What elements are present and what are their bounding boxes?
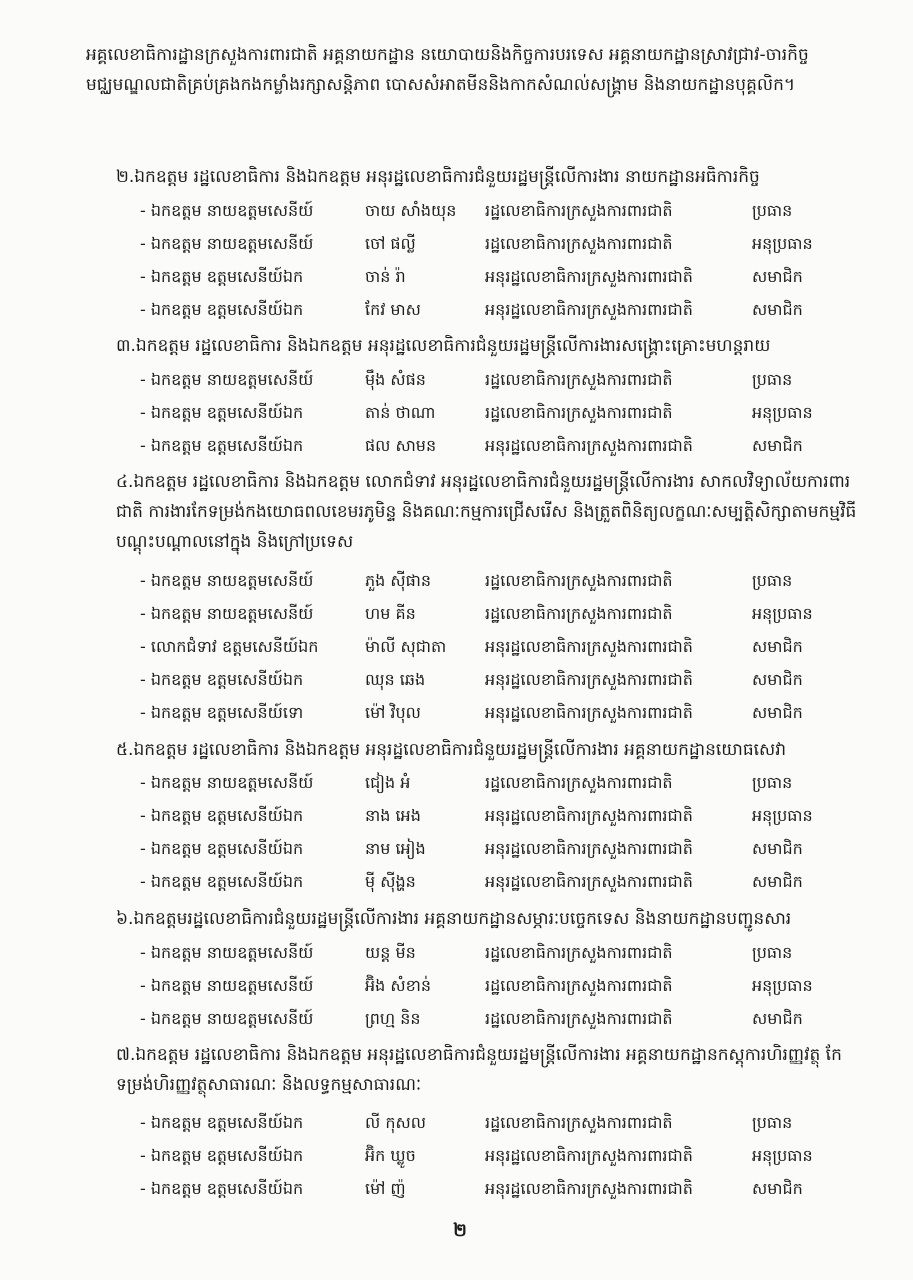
member-name: ភួង ស៊ីផាន (365, 571, 432, 590)
member-position: អនុរដ្ឋលេខាធិការក្រសួងការពារជាតិ (485, 637, 693, 656)
member-title: - ឯកឧត្តម ឧត្តមសេនីយ៍ឯក (140, 806, 304, 825)
member-role: អនុប្រធាន (752, 403, 813, 422)
member-position: រដ្ឋលេខាធិការក្រសួងការពារជាតិ (485, 604, 673, 623)
member-title: - ឯកឧត្តម នាយឧត្តមសេនីយ៍ (140, 1009, 314, 1028)
member-position: រដ្ឋលេខាធិការក្រសួងការពារជាតិ (485, 403, 673, 422)
member-name: ព្រហ្ម និន (365, 1009, 421, 1028)
member-role: អនុប្រធាន (752, 234, 813, 253)
section-heading: ៥.ឯកឧត្តម រដ្ឋលេខាធិការ និងឯកឧត្តម អនុរដ្ឋលេខាធិការជំនួយរដ្ឋមន្ត្រីលើការងារ អគ្គនាយកដ្ឋានយោធសេវា (116, 740, 786, 760)
member-name: យន្ត មីន (365, 943, 416, 962)
member-role: សមាជិក (752, 1179, 803, 1198)
page-number: ២ (453, 1220, 467, 1241)
section-heading: ៧.ឯកឧត្តម រដ្ឋលេខាធិការ និងឯកឧត្តម អនុរដ្ឋលេខាធិការជំនួយរដ្ឋមន្ត្រីលើការងារ អគ្គនាយកដ្ឋានកស្តុការហិរញ្ញវត្ថុ កែទម្រង់ហិរញ្ញវត្ថុសាធារណៈ និងលទ្ធកម្មសាធារណៈ (116, 1045, 842, 1095)
member-name: ផល សាមន (365, 436, 437, 455)
member-position: រដ្ឋលេខាធិការក្រសួងការពារជាតិ (485, 370, 673, 389)
member-row (140, 599, 870, 629)
member-role: សមាជិក (752, 839, 803, 858)
member-title: - ឯកឧត្តម ឧត្តមសេនីយ៍ឯក (140, 1179, 304, 1198)
member-position: រដ្ឋលេខាធិការក្រសួងការពារជាតិ (485, 201, 673, 220)
member-name: ចៅ ផល្លី (365, 234, 416, 253)
member-position: អនុរដ្ឋលេខាធិការក្រសួងការពារជាតិ (485, 703, 693, 722)
member-title: - ឯកឧត្តម ឧត្តមសេនីយ៍ឯក (140, 403, 304, 422)
member-position: រដ្ឋលេខាធិការក្រសួងការពារជាតិ (485, 571, 673, 590)
member-role: អនុប្រធាន (752, 1146, 813, 1165)
member-title: - ឯកឧត្តម នាយឧត្តមសេនីយ៍ (140, 571, 314, 590)
member-row (140, 1141, 870, 1171)
member-role: សមាជិក (752, 637, 803, 656)
member-name: អ៊ិង សំខាន់ (365, 976, 432, 995)
member-role: សមាជិក (752, 436, 803, 455)
member-role: សមាជិក (752, 300, 803, 319)
member-title: - ឯកឧត្តម ឧត្តមសេនីយ៍ឯក (140, 1146, 304, 1165)
member-position: អនុរដ្ឋលេខាធិការក្រសួងការពារជាតិ (485, 300, 693, 319)
member-row (140, 698, 870, 728)
member-row (140, 229, 870, 259)
member-role: សមាជិក (752, 267, 803, 286)
member-position: អនុរដ្ឋលេខាធិការក្រសួងការពារជាតិ (485, 436, 693, 455)
member-role: អនុប្រធាន (752, 976, 813, 995)
member-row (140, 196, 870, 226)
member-position: អនុរដ្ឋលេខាធិការក្រសួងការពារជាតិ (485, 1146, 693, 1165)
member-position: រដ្ឋលេខាធិការក្រសួងការពារជាតិ (485, 1113, 673, 1132)
section-heading: ៤.ឯកឧត្តម រដ្ឋលេខាធិការ និងឯកឧត្តម លោកជំទាវ អនុរដ្ឋលេខាធិការជំនួយរដ្ឋមន្ត្រីលើការងារ សាកលវិទ្យាល័យការពារជាតិ ការងារកែទម្រង់កងយោធពលខេមរភូមិន្ទ និងគណៈកម្មការជ្រើសរើស និងត្រួតពិនិត្យលក្ខណៈសម្បត្តិសិក្សាតាមកម្មវិធីបណ្តុះបណ្តាលនៅក្នុង និងក្រៅប្រទេស (116, 472, 857, 552)
section-heading: ៦.ឯកឧត្តមរដ្ឋលេខាធិការជំនួយរដ្ឋមន្ត្រីលើការងារ អគ្គនាយកដ្ឋានសម្ភារៈបច្ចេកទេស និងនាយកដ្ឋានបញ្ជូនសារ (116, 909, 792, 929)
member-row (140, 365, 870, 395)
member-title: - ឯកឧត្តម ឧត្តមសេនីយ៍ទោ (140, 703, 304, 722)
member-position: អនុរដ្ឋលេខាធិការក្រសួងការពារជាតិ (485, 1179, 693, 1198)
member-row (140, 665, 870, 695)
section-heading: ៣.ឯកឧត្តម រដ្ឋលេខាធិការ និងឯកឧត្តម អនុរដ្ឋលេខាធិការជំនួយរដ្ឋមន្ត្រីលើការងារសង្គ្រោះគ្រោះមហន្តរាយ (116, 336, 771, 356)
member-row (140, 801, 870, 831)
intro-paragraph: អគ្គលេខាធិការដ្ឋានក្រសួងការពារជាតិ អគ្គនាយកដ្ឋាន នយោបាយនិងកិច្ចការបរទេស អគ្គនាយកដ្ឋានស្រាវជ្រាវ-ចារកិច្ច មជ្ឈមណ្ឌលជាតិគ្រប់គ្រងកងកម្លាំងរក្សាសន្តិភាព បោសសំអាតមីននិងកាកសំណល់សង្គ្រាម និងនាយកដ្ឋានបុគ្គលិក។ (86, 45, 809, 95)
member-title: - ឯកឧត្តម នាយឧត្តមសេនីយ៍ (140, 201, 314, 220)
member-row (140, 867, 870, 897)
member-row (140, 398, 870, 428)
member-title: - ឯកឧត្តម ឧត្តមសេនីយ៍ឯក (140, 267, 304, 286)
member-position: អនុរដ្ឋលេខាធិការក្រសួងការពារជាតិ (485, 839, 693, 858)
member-role: សមាជិក (752, 670, 803, 689)
member-row (140, 295, 870, 325)
member-position: អនុរដ្ឋលេខាធិការក្រសួងការពារជាតិ (485, 267, 693, 286)
member-name: ហម គីន (365, 604, 416, 623)
member-title: - ឯកឧត្តម នាយឧត្តមសេនីយ៍ (140, 773, 314, 792)
member-role: សមាជិក (752, 872, 803, 891)
member-position: អនុរដ្ឋលេខាធិការក្រសួងការពារជាតិ (485, 872, 693, 891)
member-title: - ឯកឧត្តម នាយឧត្តមសេនីយ៍ (140, 604, 314, 623)
member-name: ចាន់ រ៉ា (365, 267, 406, 286)
member-role: សមាជិក (752, 1009, 803, 1028)
member-row (140, 834, 870, 864)
member-title: - ឯកឧត្តម ឧត្តមសេនីយ៍ឯក (140, 436, 304, 455)
member-position: រដ្ឋលេខាធិការក្រសួងការពារជាតិ (485, 976, 673, 995)
member-row (140, 1174, 870, 1204)
member-row (140, 1108, 870, 1138)
member-row (140, 971, 870, 1001)
member-row (140, 262, 870, 292)
member-name: ជៀង អំ (365, 773, 411, 792)
member-name: នាម អៀង (365, 839, 426, 858)
member-name: ម៉ឹង សំផន (365, 370, 426, 389)
member-role: អនុប្រធាន (752, 604, 813, 623)
member-role: ប្រធាន (752, 571, 793, 590)
member-name: ឈុន ឆេង (365, 670, 426, 689)
member-title: - ឯកឧត្តម នាយឧត្តមសេនីយ៍ (140, 370, 314, 389)
member-name: ចាយ សាំងយុន (365, 201, 457, 220)
member-position: រដ្ឋលេខាធិការក្រសួងការពារជាតិ (485, 773, 673, 792)
member-row (140, 431, 870, 461)
member-name: កែវ មាស (365, 300, 421, 319)
member-role: ប្រធាន (752, 370, 793, 389)
member-position: អនុរដ្ឋលេខាធិការក្រសួងការពារជាតិ (485, 670, 693, 689)
member-row (140, 1004, 870, 1034)
member-title: - ឯកឧត្តម នាយឧត្តមសេនីយ៍ (140, 234, 314, 253)
member-role: ប្រធាន (752, 1113, 793, 1132)
member-role: អនុប្រធាន (752, 806, 813, 825)
member-name: អ៊ិក ឃ្លូច (365, 1146, 416, 1165)
member-row (140, 566, 870, 596)
member-name: តាន់ ថាណា (365, 403, 436, 422)
member-title: - ឯកឧត្តម ឧត្តមសេនីយ៍ឯក (140, 300, 304, 319)
member-title: - ឯកឧត្តម ឧត្តមសេនីយ៍ឯក (140, 670, 304, 689)
member-position: រដ្ឋលេខាធិការក្រសួងការពារជាតិ (485, 1009, 673, 1028)
member-position: រដ្ឋលេខាធិការក្រសួងការពារជាតិ (485, 943, 673, 962)
member-role: ប្រធាន (752, 201, 793, 220)
member-row (140, 768, 870, 798)
member-title: - ឯកឧត្តម ឧត្តមសេនីយ៍ឯក (140, 872, 304, 891)
member-name: ម៉ៅ វិបុល (365, 703, 421, 722)
member-row (140, 938, 870, 968)
member-name: ម៉ាលី សុជាតា (365, 637, 447, 656)
member-title: - ឯកឧត្តម ឧត្តមសេនីយ៍ឯក (140, 1113, 304, 1132)
member-title: - ឯកឧត្តម ឧត្តមសេនីយ៍ឯក (140, 839, 304, 858)
member-title: - ឯកឧត្តម នាយឧត្តមសេនីយ៍ (140, 976, 314, 995)
member-name: ម៉ី ស៊ីង្ហន (365, 872, 416, 891)
member-row (140, 632, 870, 662)
member-role: ប្រធាន (752, 943, 793, 962)
member-position: អនុរដ្ឋលេខាធិការក្រសួងការពារជាតិ (485, 806, 693, 825)
member-name: ម៉ៅ ញ៉ (365, 1179, 406, 1198)
member-title: - ឯកឧត្តម នាយឧត្តមសេនីយ៍ (140, 943, 314, 962)
member-role: សមាជិក (752, 703, 803, 722)
member-name: នាង អេង (365, 806, 421, 825)
member-position: រដ្ឋលេខាធិការក្រសួងការពារជាតិ (485, 234, 673, 253)
member-title: - លោកជំទាវ ឧត្តមសេនីយ៍ឯក (140, 637, 319, 656)
member-name: លី កុសល (365, 1113, 426, 1132)
member-role: ប្រធាន (752, 773, 793, 792)
section-heading: ២.ឯកឧត្តម រដ្ឋលេខាធិការ និងឯកឧត្តម អនុរដ្ឋលេខាធិការជំនួយរដ្ឋមន្ត្រីលើការងារ នាយកដ្ឋានអធិការកិច្ច (116, 167, 760, 187)
